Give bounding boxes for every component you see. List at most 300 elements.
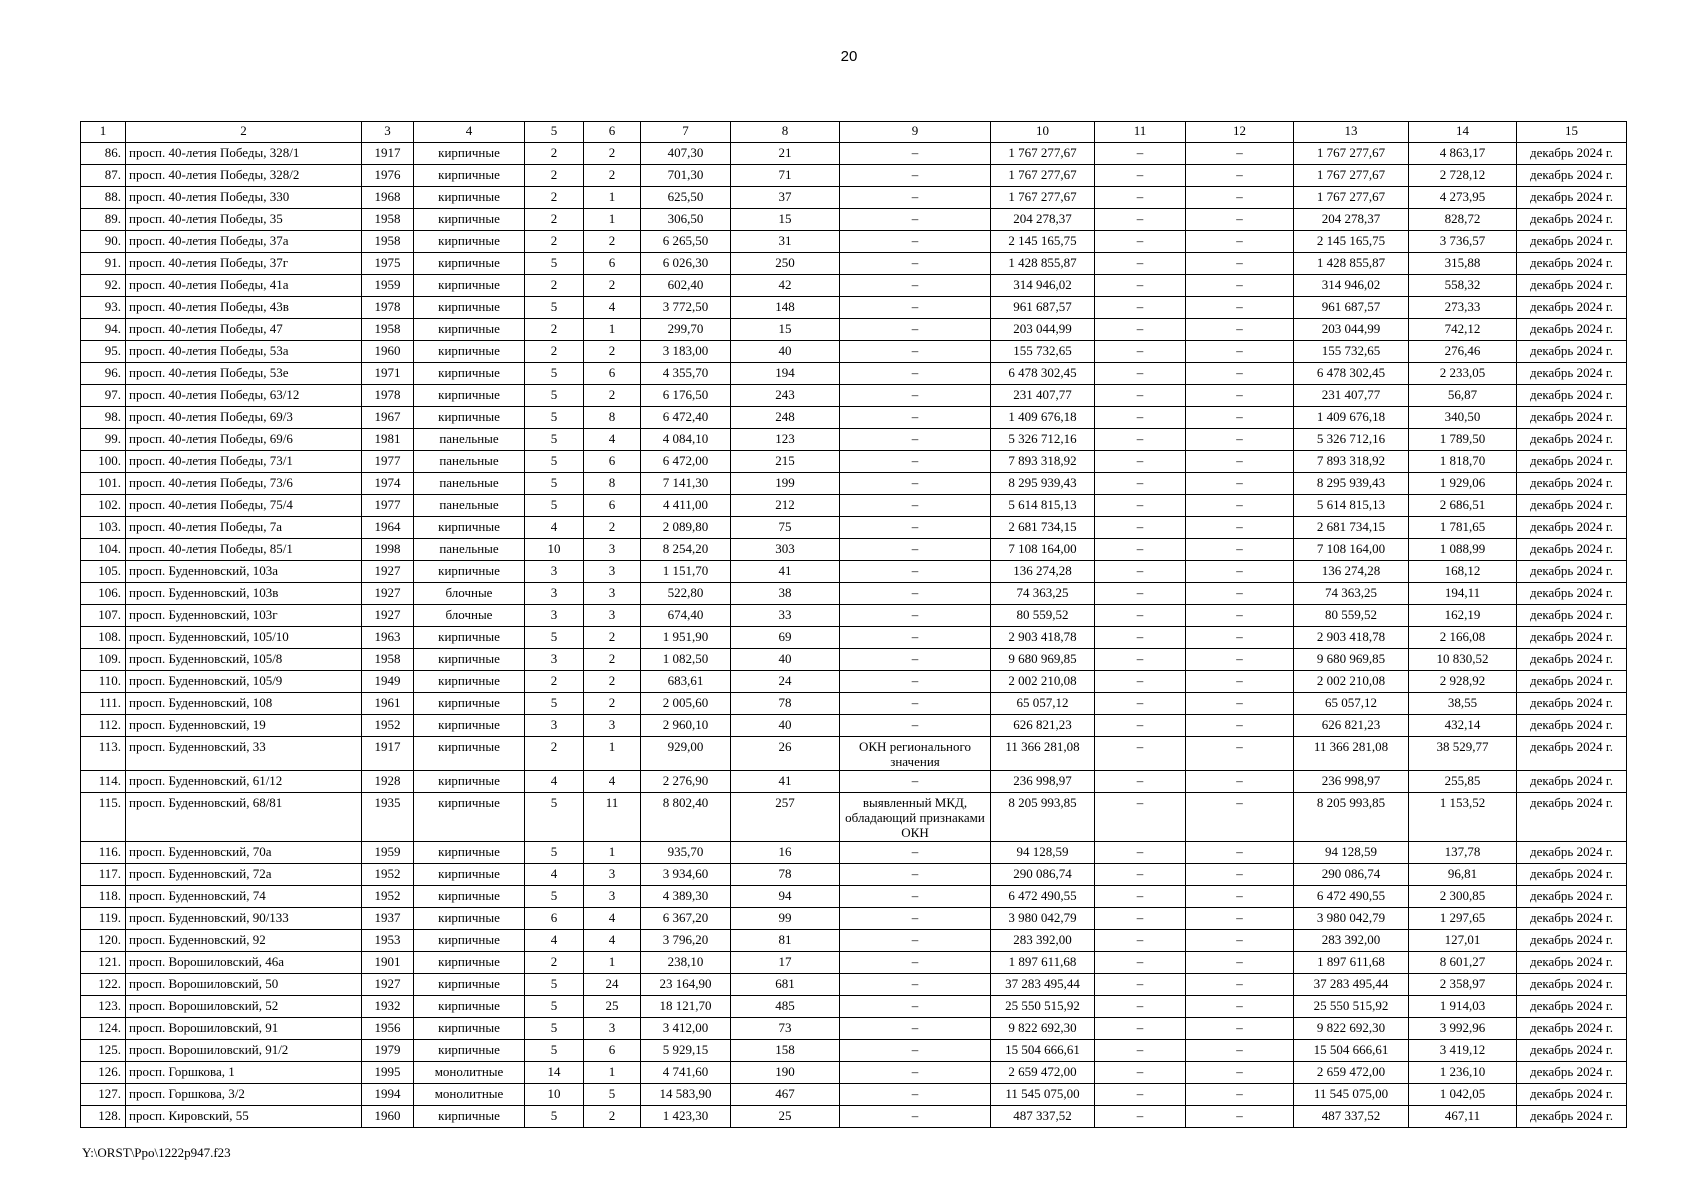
table-cell: декабрь 2024 г. — [1517, 495, 1627, 517]
table-row — [81, 930, 1627, 952]
table-cell: – — [840, 407, 991, 429]
column-header: 2 — [126, 122, 362, 143]
table-cell: – — [1095, 605, 1186, 627]
table-cell: 74 363,25 — [1294, 583, 1409, 605]
table-cell: 86. — [81, 143, 126, 165]
table-cell: 243 — [731, 385, 840, 407]
table-row — [81, 952, 1627, 974]
table-cell: 290 086,74 — [1294, 864, 1409, 886]
table-cell: кирпичные — [414, 930, 525, 952]
table-cell: – — [840, 583, 991, 605]
table-cell: 4 273,95 — [1409, 187, 1517, 209]
table-row — [81, 649, 1627, 671]
table-cell: 2 005,60 — [641, 693, 731, 715]
table-cell: 1 929,06 — [1409, 473, 1517, 495]
table-cell: 2 — [584, 627, 641, 649]
table-cell: декабрь 2024 г. — [1517, 771, 1627, 793]
table-cell: 4 — [584, 908, 641, 930]
table-cell: – — [1095, 341, 1186, 363]
table-cell: панельные — [414, 451, 525, 473]
table-cell: 2 233,05 — [1409, 363, 1517, 385]
table-cell: декабрь 2024 г. — [1517, 1106, 1627, 1128]
table-cell: 1959 — [362, 275, 414, 297]
table-cell: 2 — [584, 275, 641, 297]
table-cell: – — [1186, 952, 1294, 974]
table-cell: 212 — [731, 495, 840, 517]
table-cell: 558,32 — [1409, 275, 1517, 297]
table-cell: просп. 40-летия Победы, 37а — [126, 231, 362, 253]
table-cell: 80 559,52 — [991, 605, 1095, 627]
table-cell: 2 — [525, 737, 584, 771]
table-cell: 626 821,23 — [1294, 715, 1409, 737]
table-cell: 5 — [525, 1018, 584, 1040]
table-row — [81, 429, 1627, 451]
table-cell: просп. 40-летия Победы, 47 — [126, 319, 362, 341]
table-cell: – — [840, 319, 991, 341]
table-cell: – — [840, 1040, 991, 1062]
table-cell: – — [1186, 1018, 1294, 1040]
table-cell: 4 084,10 — [641, 429, 731, 451]
table-cell: просп. Буденновский, 92 — [126, 930, 362, 952]
table-cell: 340,50 — [1409, 407, 1517, 429]
table-row — [81, 627, 1627, 649]
table-cell: 148 — [731, 297, 840, 319]
table-cell: 1 767 277,67 — [1294, 165, 1409, 187]
table-cell: просп. Ворошиловский, 52 — [126, 996, 362, 1018]
table-cell: 1 767 277,67 — [991, 143, 1095, 165]
table-cell: – — [1186, 649, 1294, 671]
table-cell: кирпичные — [414, 693, 525, 715]
table-cell: – — [1095, 996, 1186, 1018]
table-row — [81, 297, 1627, 319]
table-cell: 127,01 — [1409, 930, 1517, 952]
table-cell: 96,81 — [1409, 864, 1517, 886]
table-cell: 3 980 042,79 — [991, 908, 1095, 930]
table-cell: 4 — [525, 771, 584, 793]
table-cell: 4 — [584, 930, 641, 952]
table-cell: 120. — [81, 930, 126, 952]
table-cell: панельные — [414, 495, 525, 517]
table-cell: – — [840, 517, 991, 539]
table-cell: 40 — [731, 715, 840, 737]
table-cell: просп. Ворошиловский, 91 — [126, 1018, 362, 1040]
table-cell: декабрь 2024 г. — [1517, 385, 1627, 407]
table-cell: кирпичные — [414, 842, 525, 864]
table-cell: 236 998,97 — [1294, 771, 1409, 793]
table-cell: просп. 40-летия Победы, 63/12 — [126, 385, 362, 407]
table-cell: 238,10 — [641, 952, 731, 974]
table-cell: 3 — [525, 715, 584, 737]
table-row — [81, 1018, 1627, 1040]
table-cell: 5 — [525, 407, 584, 429]
table-cell: декабрь 2024 г. — [1517, 864, 1627, 886]
table-cell: 315,88 — [1409, 253, 1517, 275]
table-cell: 2 — [584, 143, 641, 165]
table-cell: 314 946,02 — [1294, 275, 1409, 297]
table-cell: 204 278,37 — [1294, 209, 1409, 231]
table-cell: 1 818,70 — [1409, 451, 1517, 473]
table-cell: 8 295 939,43 — [1294, 473, 1409, 495]
table-cell: 14 — [525, 1062, 584, 1084]
table-cell: 5 — [525, 297, 584, 319]
table-cell: просп. Буденновский, 74 — [126, 886, 362, 908]
table-cell: 123. — [81, 996, 126, 1018]
table-cell: – — [1095, 253, 1186, 275]
table-cell: 11 366 281,08 — [1294, 737, 1409, 771]
table-cell: 231 407,77 — [1294, 385, 1409, 407]
table-cell: просп. Буденновский, 103а — [126, 561, 362, 583]
table-cell: 14 583,90 — [641, 1084, 731, 1106]
table-cell: – — [1186, 842, 1294, 864]
table-cell: – — [1095, 974, 1186, 996]
table-cell: 3 992,96 — [1409, 1018, 1517, 1040]
table-cell: кирпичные — [414, 253, 525, 275]
table-cell: 2 686,51 — [1409, 495, 1517, 517]
table-cell: – — [840, 297, 991, 319]
table-cell: 116. — [81, 842, 126, 864]
table-cell: декабрь 2024 г. — [1517, 1084, 1627, 1106]
table-cell: 11 545 075,00 — [991, 1084, 1095, 1106]
table-cell: 40 — [731, 649, 840, 671]
table-cell: 1974 — [362, 473, 414, 495]
table-cell: 487 337,52 — [1294, 1106, 1409, 1128]
table-cell: 1 082,50 — [641, 649, 731, 671]
table-cell: 1977 — [362, 451, 414, 473]
table-cell: декабрь 2024 г. — [1517, 275, 1627, 297]
table-cell: декабрь 2024 г. — [1517, 297, 1627, 319]
table-cell: – — [1186, 793, 1294, 842]
table-cell: 194,11 — [1409, 583, 1517, 605]
table-row — [81, 908, 1627, 930]
table-cell: декабрь 2024 г. — [1517, 930, 1627, 952]
table-cell: 6 026,30 — [641, 253, 731, 275]
table-cell: – — [1095, 165, 1186, 187]
table-cell: 194 — [731, 363, 840, 385]
table-cell: монолитные — [414, 1084, 525, 1106]
table-cell: декабрь 2024 г. — [1517, 561, 1627, 583]
table-cell: 110. — [81, 671, 126, 693]
table-cell: 1958 — [362, 319, 414, 341]
table-cell: 111. — [81, 693, 126, 715]
table-cell: – — [1095, 930, 1186, 952]
table-row — [81, 605, 1627, 627]
table-cell: 961 687,57 — [1294, 297, 1409, 319]
table-cell: 6 478 302,45 — [1294, 363, 1409, 385]
table-cell: 158 — [731, 1040, 840, 1062]
table-cell: просп. Кировский, 55 — [126, 1106, 362, 1128]
table-row — [81, 1040, 1627, 1062]
table-cell: 1901 — [362, 952, 414, 974]
table-cell: декабрь 2024 г. — [1517, 671, 1627, 693]
table-cell: 42 — [731, 275, 840, 297]
table-cell: 961 687,57 — [991, 297, 1095, 319]
table-cell: 1964 — [362, 517, 414, 539]
table-cell: 1937 — [362, 908, 414, 930]
table-cell: кирпичные — [414, 793, 525, 842]
table-row — [81, 715, 1627, 737]
table-cell: – — [1095, 363, 1186, 385]
table-cell: 40 — [731, 341, 840, 363]
table-cell: – — [1186, 583, 1294, 605]
table-cell: – — [840, 209, 991, 231]
table-cell: – — [1186, 473, 1294, 495]
table-cell: декабрь 2024 г. — [1517, 165, 1627, 187]
table-cell: 5 326 712,16 — [1294, 429, 1409, 451]
table-cell: кирпичные — [414, 165, 525, 187]
header-row — [81, 122, 1627, 143]
table-row — [81, 771, 1627, 793]
table-cell: 681 — [731, 974, 840, 996]
table-cell: 1956 — [362, 1018, 414, 1040]
table-cell: 1978 — [362, 297, 414, 319]
table-cell: – — [1186, 275, 1294, 297]
table-row — [81, 996, 1627, 1018]
table-cell: 8 205 993,85 — [1294, 793, 1409, 842]
table-cell: 3 — [584, 605, 641, 627]
table-cell: 2 089,80 — [641, 517, 731, 539]
table-cell: 136 274,28 — [1294, 561, 1409, 583]
table-cell: 119. — [81, 908, 126, 930]
table-cell: 8 295 939,43 — [991, 473, 1095, 495]
table-cell: 2 300,85 — [1409, 886, 1517, 908]
table-row — [81, 231, 1627, 253]
table-cell: 2 659 472,00 — [1294, 1062, 1409, 1084]
table-cell: – — [840, 771, 991, 793]
table-cell: 2 145 165,75 — [1294, 231, 1409, 253]
table-cell: – — [1095, 495, 1186, 517]
table-row — [81, 864, 1627, 886]
table-cell: 257 — [731, 793, 840, 842]
table-cell: 41 — [731, 771, 840, 793]
table-cell: 2 — [584, 671, 641, 693]
table-cell: – — [1095, 187, 1186, 209]
table-cell: – — [1186, 539, 1294, 561]
table-cell: 73 — [731, 1018, 840, 1040]
table-cell: 112. — [81, 715, 126, 737]
table-cell: ОКН регионального значения — [840, 737, 991, 771]
table-cell: – — [840, 649, 991, 671]
table-cell: 6 265,50 — [641, 231, 731, 253]
table-cell: 3 — [584, 561, 641, 583]
table-cell: просп. 40-летия Победы, 43в — [126, 297, 362, 319]
table-cell: – — [1095, 649, 1186, 671]
table-cell: 7 141,30 — [641, 473, 731, 495]
table-row — [81, 253, 1627, 275]
table-cell: – — [1095, 319, 1186, 341]
table-cell: 303 — [731, 539, 840, 561]
table-cell: 6 472,40 — [641, 407, 731, 429]
table-cell: 8 — [584, 407, 641, 429]
table-cell: – — [840, 143, 991, 165]
table-cell: 3 980 042,79 — [1294, 908, 1409, 930]
table-cell: 1961 — [362, 693, 414, 715]
table-cell: 1979 — [362, 1040, 414, 1062]
table-cell: 17 — [731, 952, 840, 974]
table-cell: 65 057,12 — [991, 693, 1095, 715]
table-cell: декабрь 2024 г. — [1517, 737, 1627, 771]
table-cell: – — [840, 451, 991, 473]
table-cell: просп. 40-летия Победы, 330 — [126, 187, 362, 209]
table-cell: – — [1095, 385, 1186, 407]
table-cell: кирпичные — [414, 864, 525, 886]
table-cell: 5 — [525, 473, 584, 495]
table-row — [81, 319, 1627, 341]
column-header: 10 — [991, 122, 1095, 143]
table-cell: 4 411,00 — [641, 495, 731, 517]
table-cell: 742,12 — [1409, 319, 1517, 341]
table-cell: 2 145 165,75 — [991, 231, 1095, 253]
table-cell: 168,12 — [1409, 561, 1517, 583]
table-cell: просп. Буденновский, 105/8 — [126, 649, 362, 671]
column-header: 7 — [641, 122, 731, 143]
table-cell: 6 472 490,55 — [991, 886, 1095, 908]
table-cell: 4 — [525, 864, 584, 886]
table-cell: просп. 40-летия Победы, 73/6 — [126, 473, 362, 495]
table-cell: декабрь 2024 г. — [1517, 143, 1627, 165]
table-cell: 137,78 — [1409, 842, 1517, 864]
table-cell: декабрь 2024 г. — [1517, 231, 1627, 253]
table-cell: 5 — [525, 253, 584, 275]
table-cell: просп. 40-летия Победы, 85/1 — [126, 539, 362, 561]
table-cell: декабрь 2024 г. — [1517, 583, 1627, 605]
table-cell: 4 — [525, 930, 584, 952]
table-cell: 3 — [584, 539, 641, 561]
table-cell: 1 409 676,18 — [1294, 407, 1409, 429]
table-row — [81, 187, 1627, 209]
table-cell: 5 614 815,13 — [991, 495, 1095, 517]
table-cell: 125. — [81, 1040, 126, 1062]
table-row — [81, 693, 1627, 715]
table-cell: 1958 — [362, 209, 414, 231]
table-cell: 2 903 418,78 — [1294, 627, 1409, 649]
table-cell: – — [1095, 1062, 1186, 1084]
column-header: 15 — [1517, 122, 1627, 143]
table-cell: 1927 — [362, 583, 414, 605]
table-cell: – — [1186, 671, 1294, 693]
table-cell: просп. Ворошиловский, 91/2 — [126, 1040, 362, 1062]
table-cell: 5 — [525, 886, 584, 908]
table-cell: 203 044,99 — [991, 319, 1095, 341]
table-cell: 1968 — [362, 187, 414, 209]
table-cell: просп. Буденновский, 90/133 — [126, 908, 362, 930]
table-cell: 92. — [81, 275, 126, 297]
table-cell: – — [1186, 771, 1294, 793]
table-cell: 1963 — [362, 627, 414, 649]
table-cell: 4 863,17 — [1409, 143, 1517, 165]
table-cell: 155 732,65 — [991, 341, 1095, 363]
table-row — [81, 737, 1627, 771]
table-cell: 1960 — [362, 1106, 414, 1128]
column-header: 3 — [362, 122, 414, 143]
table-cell: просп. 40-летия Победы, 35 — [126, 209, 362, 231]
table-cell: 89. — [81, 209, 126, 231]
table-cell: 9 680 969,85 — [1294, 649, 1409, 671]
table-cell: – — [1186, 693, 1294, 715]
table-cell: 2 — [525, 187, 584, 209]
table-cell: 467,11 — [1409, 1106, 1517, 1128]
table-cell: кирпичные — [414, 996, 525, 1018]
table-cell: 2 — [525, 231, 584, 253]
table-cell: декабрь 2024 г. — [1517, 187, 1627, 209]
table-cell: 1 297,65 — [1409, 908, 1517, 930]
page-number: 20 — [840, 48, 858, 65]
table-cell: 1 — [584, 737, 641, 771]
table-cell: просп. Буденновский, 105/10 — [126, 627, 362, 649]
table-cell: декабрь 2024 г. — [1517, 517, 1627, 539]
table-cell: декабрь 2024 г. — [1517, 341, 1627, 363]
table-cell: 102. — [81, 495, 126, 517]
table-cell: 15 — [731, 209, 840, 231]
table-cell: 23 164,90 — [641, 974, 731, 996]
table-cell: 1 088,99 — [1409, 539, 1517, 561]
table-cell: кирпичные — [414, 627, 525, 649]
table-cell: 3 796,20 — [641, 930, 731, 952]
table-cell: 127. — [81, 1084, 126, 1106]
table-cell: декабрь 2024 г. — [1517, 319, 1627, 341]
table-row — [81, 842, 1627, 864]
table-cell: – — [1186, 1084, 1294, 1106]
table-cell: 109. — [81, 649, 126, 671]
table-cell: 2 681 734,15 — [991, 517, 1095, 539]
table-cell: 273,33 — [1409, 297, 1517, 319]
table-cell: 2 — [584, 1106, 641, 1128]
table-cell: 25 — [731, 1106, 840, 1128]
table-cell: 6 — [584, 363, 641, 385]
table-cell: 4 — [584, 771, 641, 793]
table-cell: кирпичные — [414, 886, 525, 908]
table-cell: 37 283 495,44 — [1294, 974, 1409, 996]
table-cell: 522,80 — [641, 583, 731, 605]
table-cell: – — [840, 1018, 991, 1040]
table-cell: 104. — [81, 539, 126, 561]
table-cell: 2 358,97 — [1409, 974, 1517, 996]
table-cell: 31 — [731, 231, 840, 253]
table-cell: – — [840, 930, 991, 952]
table-cell: просп. 40-летия Победы, 73/1 — [126, 451, 362, 473]
table-cell: 215 — [731, 451, 840, 473]
table-cell: – — [840, 1084, 991, 1106]
table-cell: 5 326 712,16 — [991, 429, 1095, 451]
table-cell: – — [1186, 495, 1294, 517]
table-cell: 5 — [584, 1084, 641, 1106]
table-row — [81, 407, 1627, 429]
table-cell: 3 772,50 — [641, 297, 731, 319]
table-cell: – — [840, 231, 991, 253]
table-cell: 5 — [525, 842, 584, 864]
table-cell: 4 — [584, 429, 641, 451]
table-row — [81, 583, 1627, 605]
table-cell: – — [1095, 737, 1186, 771]
table-cell: 113. — [81, 737, 126, 771]
table-cell: – — [840, 539, 991, 561]
table-cell: – — [1095, 693, 1186, 715]
table-cell: 2 166,08 — [1409, 627, 1517, 649]
table-cell: 1952 — [362, 715, 414, 737]
table-cell: 3 — [584, 886, 641, 908]
table-cell: 99 — [731, 908, 840, 930]
table-cell: 108. — [81, 627, 126, 649]
table-cell: просп. 40-летия Победы, 69/3 — [126, 407, 362, 429]
table-cell: 100. — [81, 451, 126, 473]
table-cell: 3 — [525, 561, 584, 583]
table-cell: – — [1186, 165, 1294, 187]
table-cell: 250 — [731, 253, 840, 275]
table-cell: 1995 — [362, 1062, 414, 1084]
table-cell: – — [1186, 297, 1294, 319]
table-cell: 3 — [584, 583, 641, 605]
table-cell: 7 893 318,92 — [991, 451, 1095, 473]
column-header: 12 — [1186, 122, 1294, 143]
